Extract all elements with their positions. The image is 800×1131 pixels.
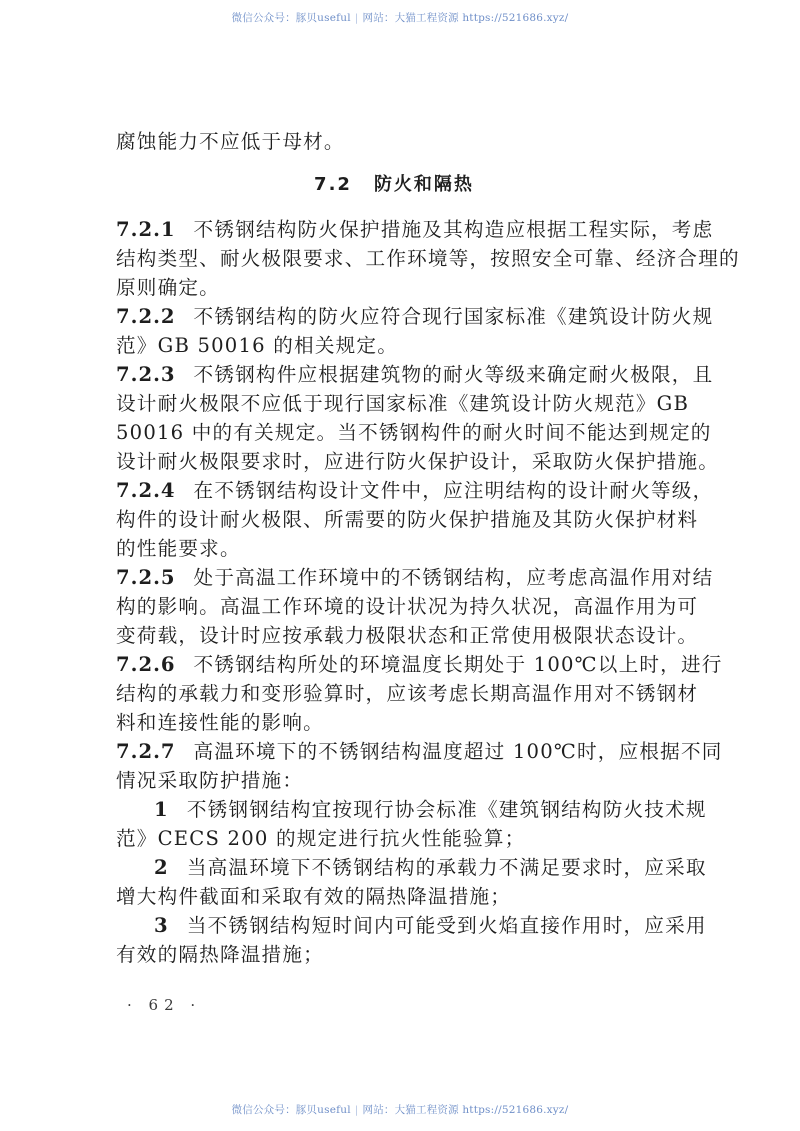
clause-item-2 <box>116 853 707 911</box>
watermark-wechat: 微信公众号：豚贝useful <box>231 12 351 24</box>
watermark-separator: | <box>354 12 359 24</box>
clause-number: 7.2.3 <box>116 363 176 386</box>
section-heading <box>116 170 672 199</box>
clause-text: 50016 中的有关规定。当不锈钢构件的耐火时间不能达到规定的 <box>116 421 712 444</box>
clause-number: 7.2.4 <box>116 479 176 502</box>
clause-text: 不锈钢结构所处的环境温度长期处于 100℃以上时，进行 <box>193 653 723 676</box>
item-number: 2 <box>154 856 169 879</box>
clause-number: 7.2.6 <box>116 653 176 676</box>
clause-text: 不锈钢结构的防火应符合现行国家标准《建筑设计防火规 <box>193 305 714 328</box>
watermark-footer <box>0 1102 800 1117</box>
clause-7-2-7 <box>116 737 723 969</box>
clause-text: 高温环境下的不锈钢结构温度超过 100℃时，应根据不同 <box>193 740 723 763</box>
clause-text: 构的影响。高温工作环境的设计状况为持久状况，高温作用为可 <box>116 595 699 618</box>
watermark-wechat: 微信公众号：豚贝useful <box>231 1104 351 1116</box>
clause-text: 不锈钢构件应根据建筑物的耐火等级来确定耐火极限，且 <box>193 363 714 386</box>
item-text: 有效的隔热降温措施； <box>116 943 324 966</box>
clause-text: 设计耐火极限要求时，应进行防火保护设计，采取防火保护措施。 <box>116 450 720 473</box>
clause-item-3 <box>116 911 707 969</box>
item-text: 范》CECS 200 的规定进行抗火性能验算； <box>116 827 526 850</box>
clause-text: 不锈钢结构防火保护措施及其构造应根据工程实际，考虑 <box>193 218 714 241</box>
clause-7-2-2 <box>116 302 714 360</box>
clause-number: 7.2.1 <box>116 218 176 241</box>
clause-text: 料和连接性能的影响。 <box>116 711 324 734</box>
clause-text: 原则确定。 <box>116 276 220 299</box>
clause-7-2-5 <box>116 563 714 650</box>
clause-text: 的性能要求。 <box>116 537 241 560</box>
clause-text: 处于高温工作环境中的不锈钢结构，应考虑高温作用对结 <box>193 566 714 589</box>
clause-text: 变荷载，设计时应按承载力极限状态和正常使用极限状态设计。 <box>116 624 699 647</box>
section-title: 防火和隔热 <box>373 174 474 195</box>
clause-number: 7.2.5 <box>116 566 176 589</box>
clause-text: 在不锈钢结构设计文件中，应注明结构的设计耐火等级， <box>193 479 714 502</box>
clause-text: 设计耐火极限不应低于现行国家标准《建筑设计防火规范》GB <box>116 392 690 415</box>
clause-7-2-6 <box>116 650 723 737</box>
page-number: · 62 · <box>127 996 202 1014</box>
clause-text: 范》GB 50016 的相关规定。 <box>116 334 398 357</box>
section-number: 7.2 <box>314 174 352 195</box>
item-text: 当不锈钢结构短时间内可能受到火焰直接作用时，应采用 <box>186 914 707 937</box>
document-page <box>116 127 740 969</box>
clause-7-2-4 <box>116 476 714 563</box>
clause-number: 7.2.7 <box>116 740 176 763</box>
clause-text: 结构的承载力和变形验算时，应该考虑长期高温作用对不锈钢材 <box>116 682 699 705</box>
watermark-header <box>0 10 800 25</box>
watermark-site: 网站：大猫工程资源 https://521686.xyz/ <box>362 1104 569 1116</box>
item-text: 不锈钢钢结构宜按现行协会标准《建筑钢结构防火技术规 <box>186 798 707 821</box>
clause-7-2-3 <box>116 360 720 476</box>
clause-text: 情况采取防护措施： <box>116 769 304 792</box>
watermark-separator: | <box>354 1104 359 1116</box>
clause-item-1 <box>116 795 707 853</box>
item-number: 3 <box>154 914 169 937</box>
item-text: 增大构件截面和采取有效的隔热降温措施； <box>116 885 512 908</box>
clause-7-2-1 <box>116 215 740 302</box>
clause-number: 7.2.2 <box>116 305 176 328</box>
clause-text: 结构类型、耐火极限要求、工作环境等，按照安全可靠、经济合理的 <box>116 247 740 270</box>
clause-text: 构件的设计耐火极限、所需要的防火保护措施及其防火保护材料 <box>116 508 699 531</box>
item-number: 1 <box>154 798 169 821</box>
watermark-site: 网站：大猫工程资源 https://521686.xyz/ <box>362 12 569 24</box>
item-text: 当高温环境下不锈钢结构的承载力不满足要求时，应采取 <box>186 856 707 879</box>
carryover-line: 腐蚀能力不应低于母材。 <box>116 130 345 153</box>
